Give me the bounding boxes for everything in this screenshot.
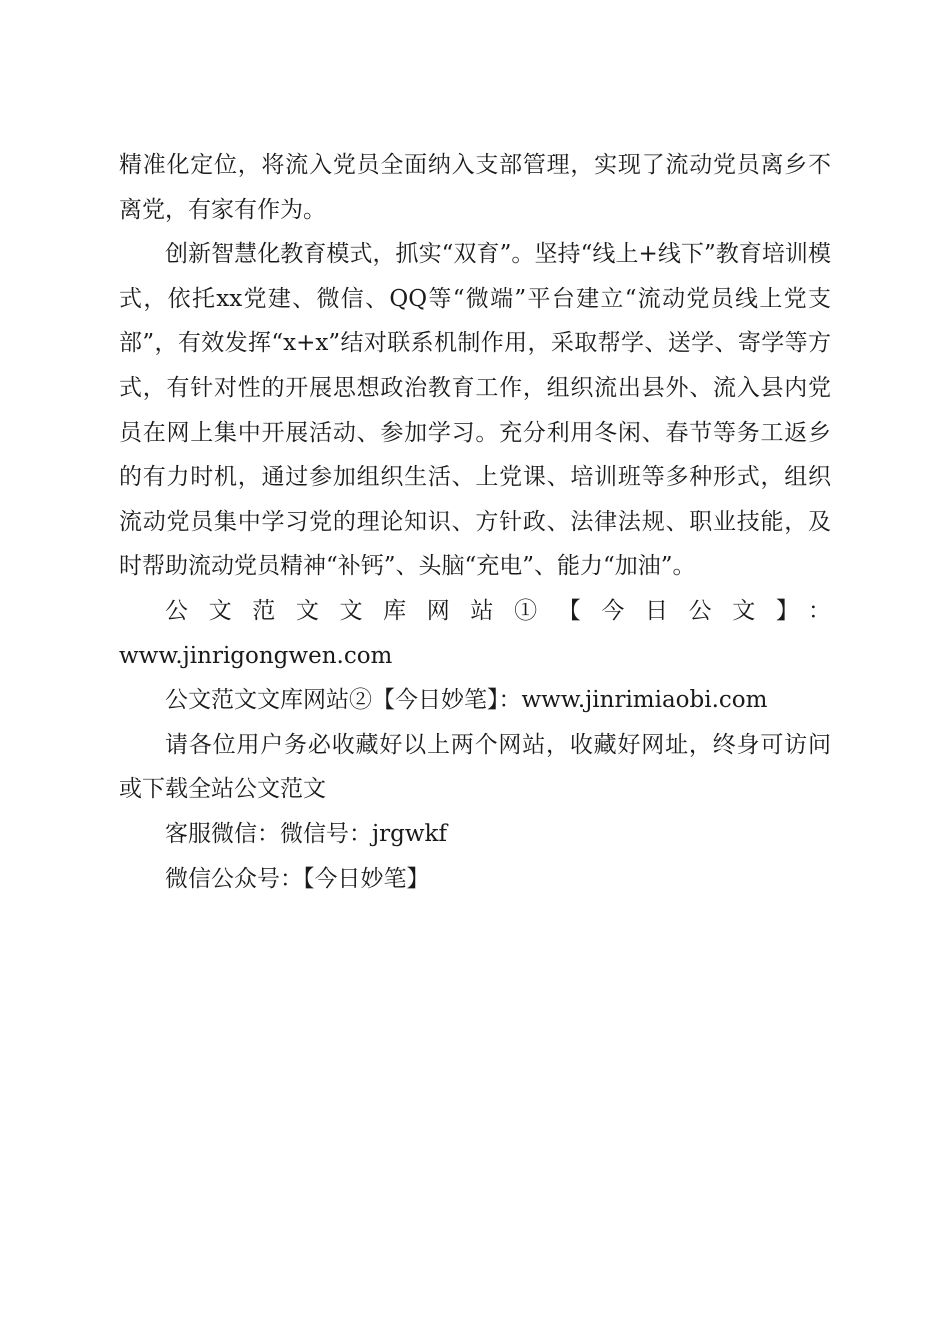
site-1-url: www.jinrigongwen.com — [119, 642, 393, 669]
site-1-line — [119, 589, 831, 634]
site-2-line: 公文范文文库网站②【今日妙笔】：www.jinrimiaobi.com — [165, 687, 768, 714]
site-1-label: 公文范文文库网站①【今日公文】： — [165, 597, 831, 624]
site-1-url-line — [119, 634, 831, 679]
customer-service-line: 客服微信：微信号：jrgwkf — [165, 820, 447, 847]
wechat-account-line: 微信公众号：【今日妙笔】 — [165, 865, 430, 892]
paragraph-continuation: 精准化定位，将流入党员全面纳入支部管理，实现了流动党员离乡不离党，有家有作为。 — [119, 152, 831, 223]
paragraph-education-model: 创新智慧化教育模式，抓实“双育”。坚持“线上+线下”教育培训模式，依托xx党建、微信、QQ等“微端”平台建立“流动党员线上党支部”，有效发挥“x+x”结对联系机制作用，采取帮学、送学、寄学等方式，有针对性的开展思想政治教育工作，组织流出县外、流入县内党员在网上集中开展活动、参加学习。充分利用冬闲、春节等务工返乡的有力时机，通过参加组织生活、上党课、培训班等多种形式，组织流动党员集中学习党的理论知识、方针政、法律法规、职业技能，及时帮助流动党员精神“补钙”、头脑“充电”、能力“加油”。 — [119, 241, 831, 580]
document-body — [119, 143, 831, 901]
notice-paragraph: 请各位用户务必收藏好以上两个网站，收藏好网址，终身可访问或下载全站公文范文 — [119, 731, 831, 803]
